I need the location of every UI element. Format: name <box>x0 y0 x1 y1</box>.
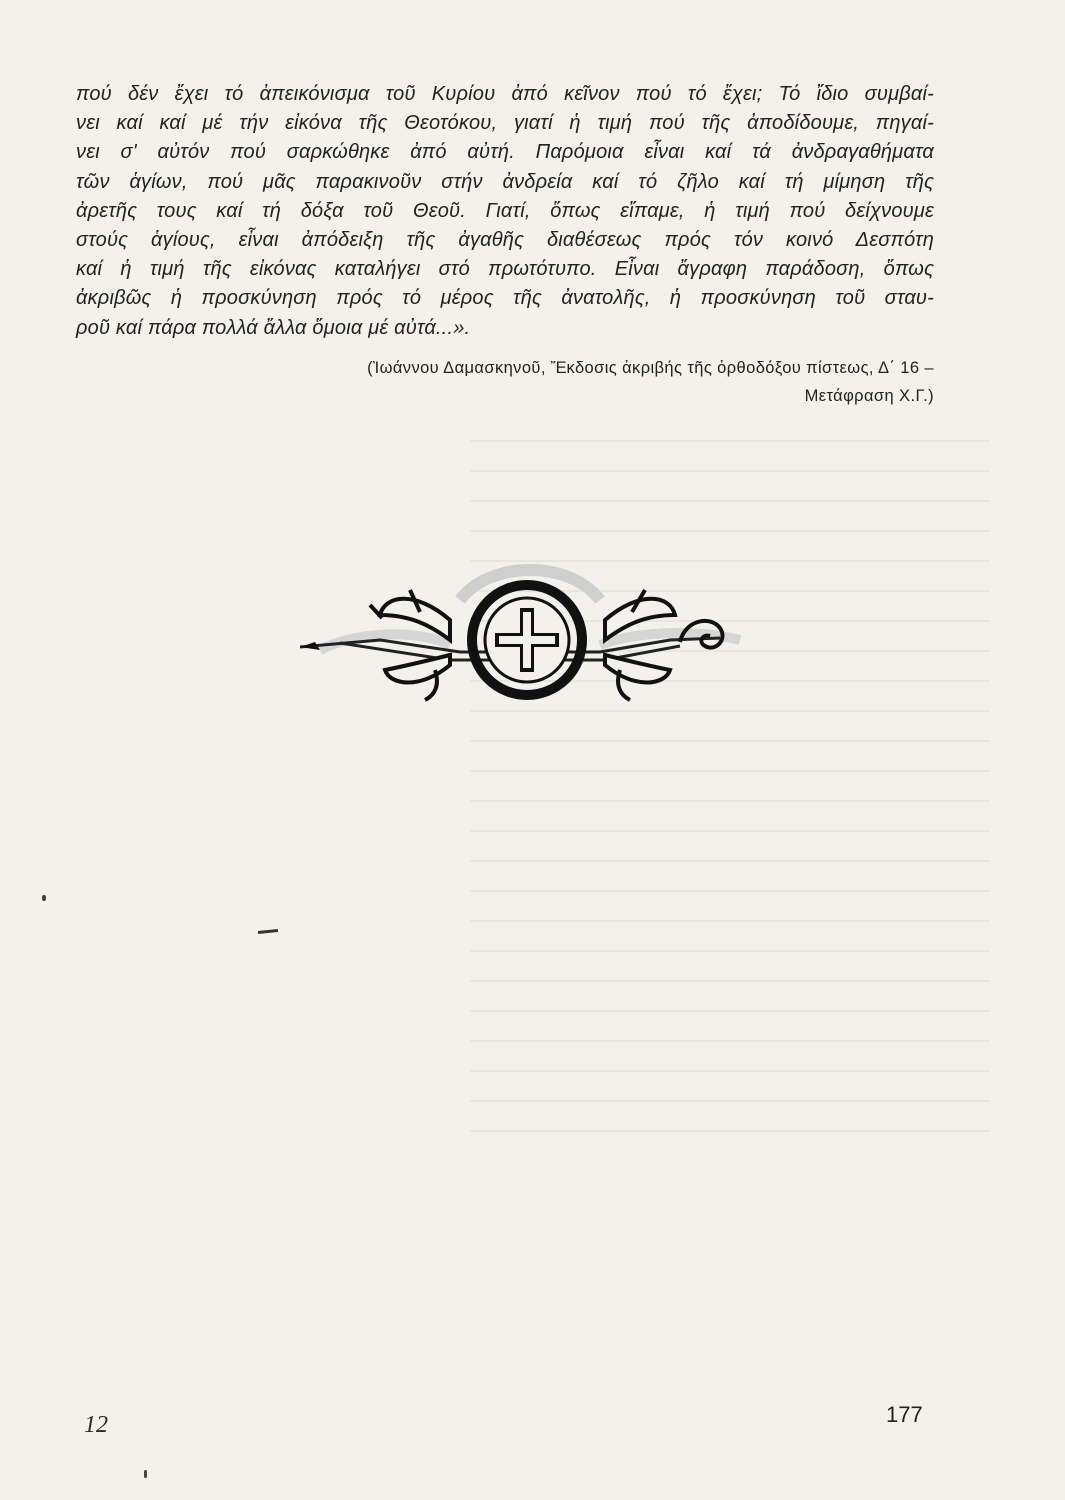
body-paragraph <box>76 80 934 343</box>
citation-translator: Μετάφραση Χ.Γ.) <box>804 387 934 405</box>
body-line: καί ἡ τιμή τῆς εἰκόνας καταλήγει στό πρωτότυπο. Εἶναι ἄγραφη παράδοση, ὅπως <box>76 258 934 281</box>
page-number-right: 177 <box>886 1402 923 1427</box>
citation <box>212 354 934 410</box>
page-number-left: 12 <box>84 1412 108 1438</box>
body-line: πού δέν ἔχει τό ἀπεικόνισμα τοῦ Κυρίου ἀπό κεῖνον πού τό ἔχει; Τό ἴδιο συμβαί- <box>76 83 934 105</box>
show-through-text <box>470 440 990 1140</box>
body-line: τῶν ἁγίων, πού μᾶς παρακινοῦν στήν ἀνδρεία καί τό ζῆλο καί τή μίμηση τῆς <box>76 170 934 193</box>
body-line: ροῦ καί πάρα πολλά ἄλλα ὅμοια μέ αὐτά...». <box>76 316 471 339</box>
body-line: νει καί καί μέ τήν εἰκόνα τῆς Θεοτόκου, γιατί ἡ τιμή πού τῆς ἀποδίδουμε, πηγαί- <box>76 112 934 135</box>
body-line: ἀκριβῶς ἡ προσκύνηση πρός τό μέρος τῆς ἀνατολῆς, ἡ προσκύνηση τοῦ σταυ- <box>76 287 934 310</box>
body-line: στούς ἁγίους, εἶναι ἀπόδειξη τῆς ἀγαθῆς διαθέσεως πρός τόν κοινό Δεσπότη <box>76 229 934 252</box>
body-line: ἀρετῆς τους καί τή δόξα τοῦ Θεοῦ. Γιατί, ὅπως εἴπαμε, ἡ τιμή πού δείχνουμε <box>76 199 934 222</box>
ink-speck <box>144 1470 147 1478</box>
ink-speck <box>42 895 46 901</box>
cross-vine-ornament-icon <box>300 560 750 730</box>
citation-source: (Ἰωάννου Δαμασκηνοῦ, Ἔκδοσις ἀκριβής τῆς ὀρθοδόξου πίστεως, Δ΄ 16 – <box>367 359 934 377</box>
ink-mark <box>258 929 278 934</box>
body-line: νει σ' αὐτόν πού σαρκώθηκε ἀπό αὐτή. Παρόμοια εἶναι καί τά ἀνδραγαθήματα <box>76 141 934 164</box>
